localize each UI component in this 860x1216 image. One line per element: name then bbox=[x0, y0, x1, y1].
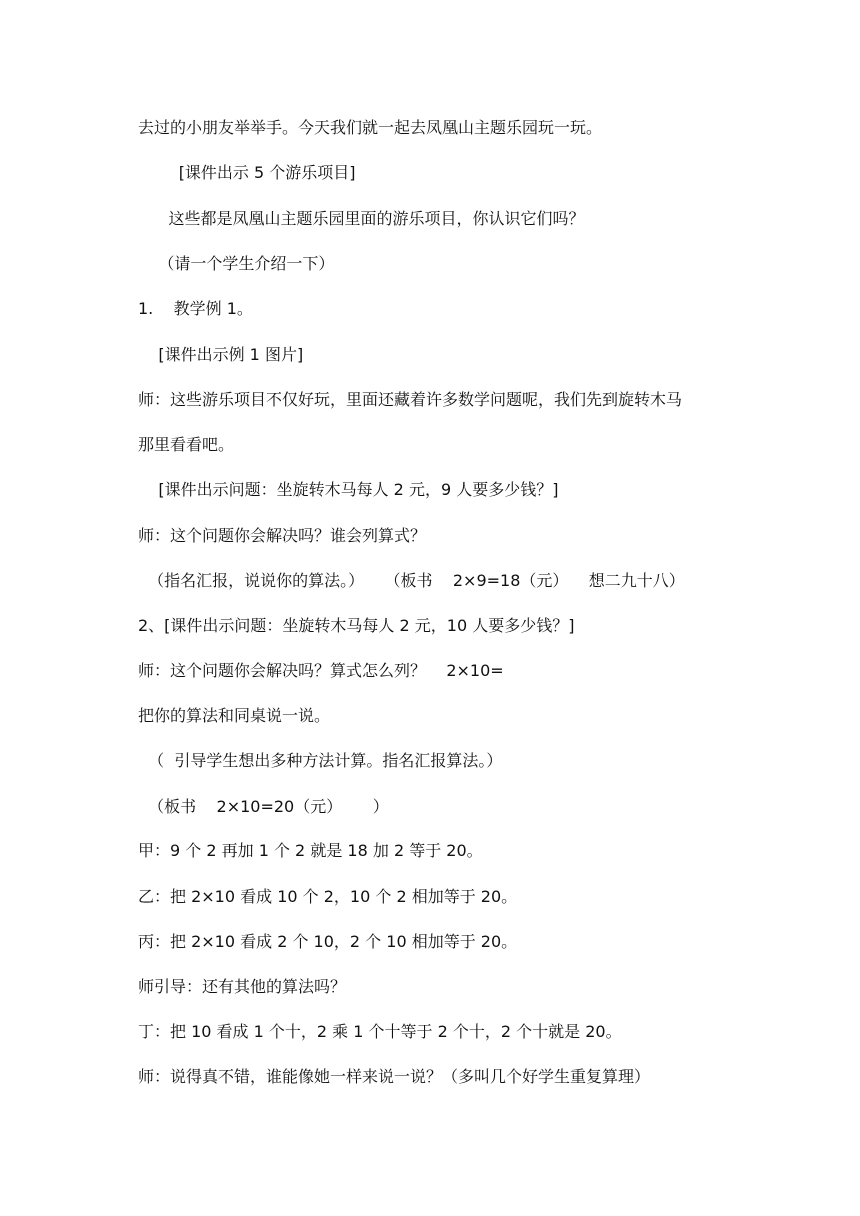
text-line-3: 这些都是凤凰山主题乐园里面的游乐项目，你认识它们吗？ bbox=[138, 209, 585, 228]
text-line-12: 2、[课件出示问题：坐旋转木马每人 2 元，10 人要多少钱？] bbox=[138, 616, 575, 635]
text-line-5: 1. 教学例 1。 bbox=[138, 299, 253, 318]
text-line-18: 乙：把 2×10 看成 10 个 2，10 个 2 相加等于 20。 bbox=[138, 887, 518, 906]
text-line-9: [课件出示问题：坐旋转木马每人 2 元，9 人要多少钱？] bbox=[138, 480, 559, 499]
text-line-20: 师引导：还有其他的算法吗？ bbox=[138, 977, 347, 996]
text-line-1: 去过的小朋友举举手。今天我们就一起去凤凰山主题乐园玩一玩。 bbox=[138, 118, 603, 137]
text-line-7: 师：这些游乐项目不仅好玩，里面还藏着许多数学问题呢，我们先到旋转木马 bbox=[138, 390, 683, 409]
text-line-6: [课件出示例 1 图片] bbox=[138, 345, 304, 364]
text-line-8: 那里看看吧。 bbox=[138, 435, 235, 454]
text-line-17: 甲：9 个 2 再加 1 个 2 就是 18 加 2 等于 20。 bbox=[138, 841, 483, 860]
text-line-16: （板书 2×10=20（元） ） bbox=[138, 797, 389, 816]
text-line-21: 丁：把 10 看成 1 个十，2 乘 1 个十等于 2 个十，2 个十就是 20。 bbox=[138, 1022, 622, 1041]
text-line-15: （ 引导学生想出多种方法计算。指名汇报算法。） bbox=[138, 751, 503, 770]
text-line-11: （指名汇报，说说你的算法。） （板书 2×9=18（元） 想二九十八） bbox=[138, 571, 685, 590]
text-line-4: （请一个学生介绍一下） bbox=[138, 254, 335, 273]
text-line-13: 师：这个问题你会解决吗？算式怎么列？ 2×10= bbox=[138, 661, 504, 680]
text-line-14: 把你的算法和同桌说一说。 bbox=[138, 706, 331, 725]
text-line-22: 师：说得真不错，谁能像她一样来说一说？（多叫几个好学生重复算理） bbox=[138, 1067, 651, 1086]
text-line-10: 师：这个问题你会解决吗？谁会列算式？ bbox=[138, 526, 427, 545]
text-line-2: [课件出示 5 个游乐项目] bbox=[138, 163, 356, 182]
text-line-19: 丙：把 2×10 看成 2 个 10，2 个 10 相加等于 20。 bbox=[138, 932, 518, 951]
